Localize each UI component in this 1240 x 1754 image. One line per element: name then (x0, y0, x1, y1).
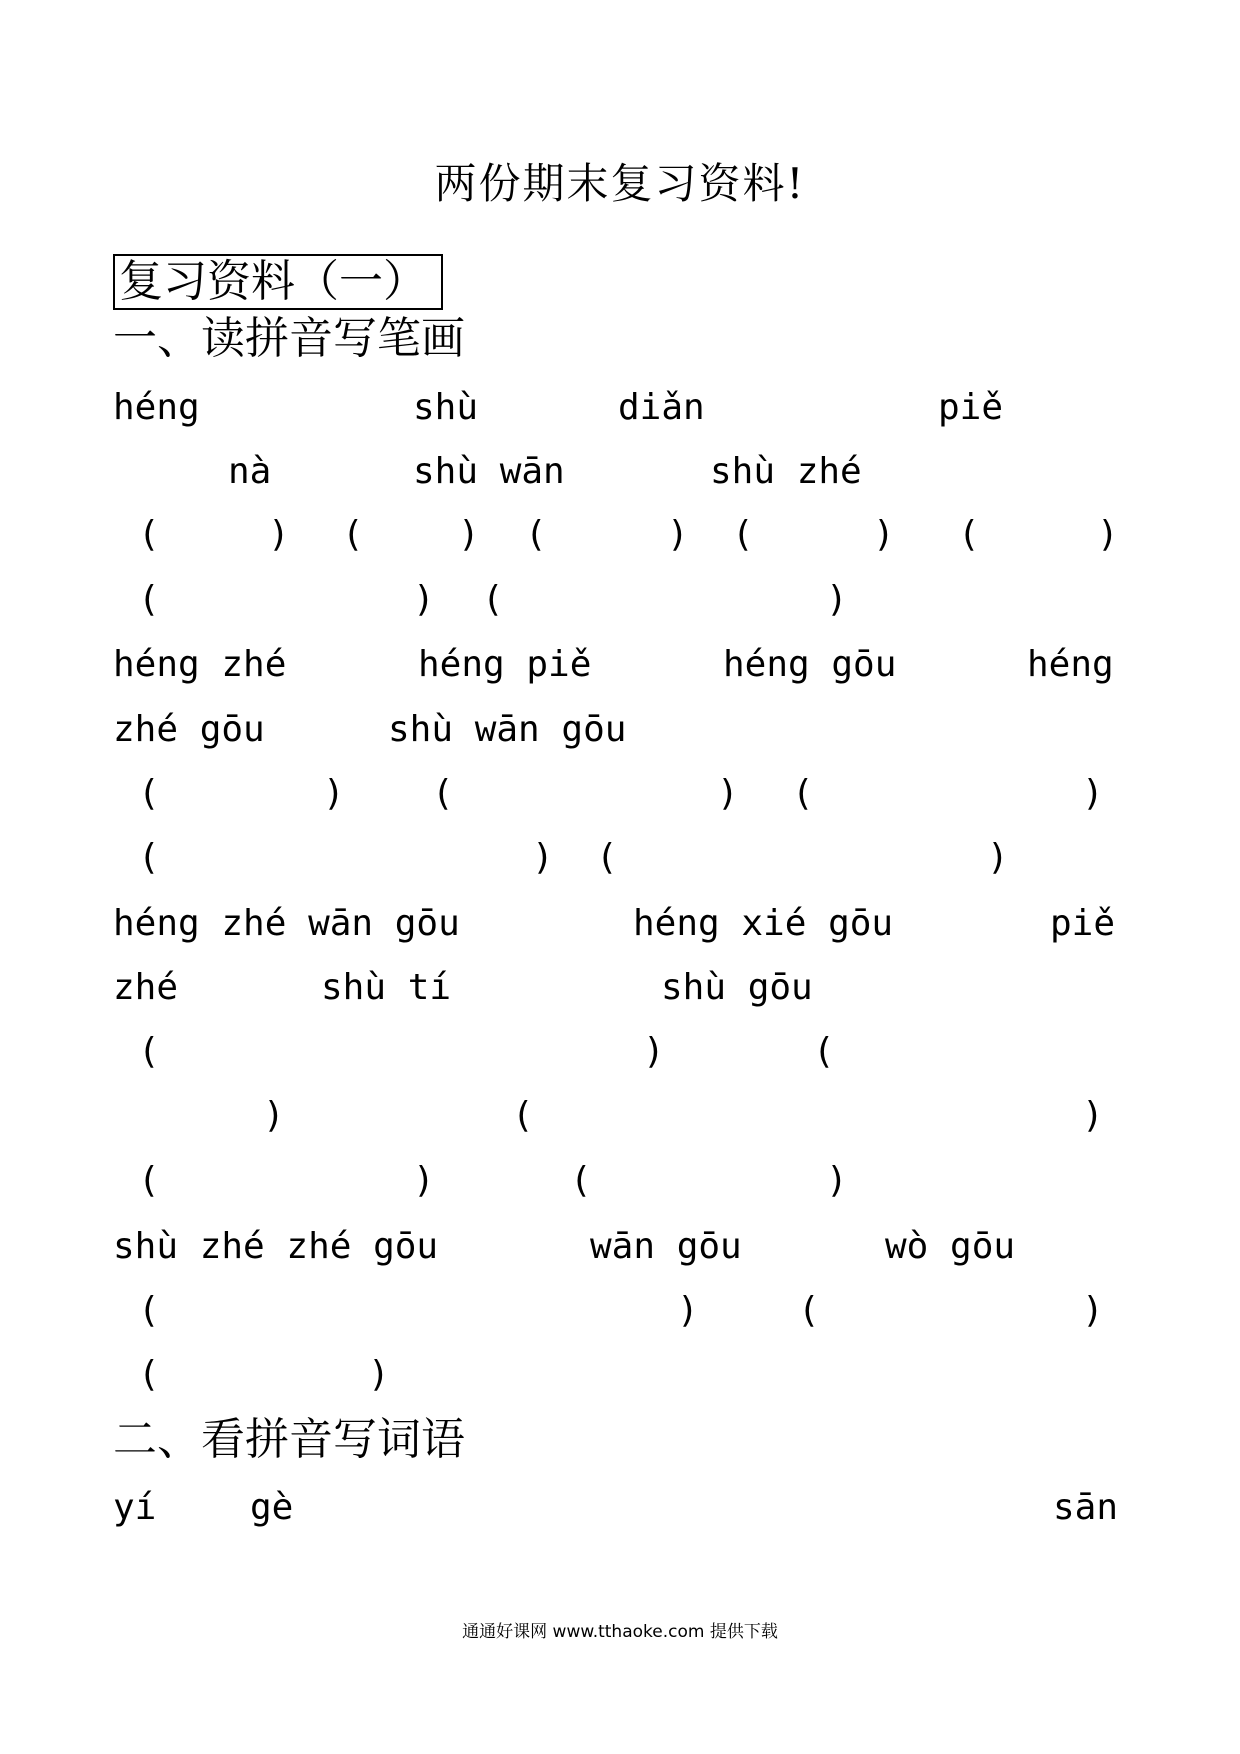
page-footer: 通通好课网 www.tthaoke.com 提供下载 (462, 1622, 778, 1642)
answer-paren-close: ) (826, 579, 848, 620)
answer-paren-close: ) (826, 1160, 848, 1201)
answer-paren-close: ) (413, 579, 435, 620)
pinyin-shu: shù (413, 387, 479, 428)
section-box-label: 复习资料（一） (113, 254, 443, 310)
pinyin-heng-zhe: héng zhé (113, 644, 287, 685)
answer-paren-open: ( (732, 514, 754, 555)
answer-paren-open: ( (138, 837, 160, 878)
answer-paren-close: ) (532, 837, 554, 878)
answer-paren-open: ( (798, 1290, 820, 1331)
answer-paren-open: ( (958, 514, 980, 555)
answer-paren-close: ) (873, 514, 895, 555)
answer-paren-close: ) (458, 514, 480, 555)
pinyin-shu-wan-gou: shù wān gōu (388, 709, 627, 750)
pinyin-wan-gou: wān gōu (590, 1226, 742, 1267)
section-heading-words: 二、看拼音写词语 (113, 1414, 465, 1465)
answer-paren-open: ( (596, 837, 618, 878)
answer-paren-open: ( (138, 773, 160, 814)
answer-paren-open: ( (813, 1031, 835, 1072)
pinyin-dian: diǎn (618, 387, 705, 428)
answer-paren-open: ( (138, 1290, 160, 1331)
answer-paren-open: ( (342, 514, 364, 555)
pinyin-shu-wan: shù wān (413, 451, 565, 492)
pinyin-shu-gou: shù gōu (661, 967, 813, 1008)
pinyin-pie: piě (938, 387, 1004, 428)
answer-paren-close: ) (677, 1290, 699, 1331)
pinyin-shu-zhe-zhe-gou: shù zhé zhé gōu (113, 1226, 439, 1267)
pinyin-heng: héng (113, 387, 200, 428)
answer-paren-close: ) (1082, 1290, 1104, 1331)
pinyin-heng-xie-gou: héng xié gōu (633, 903, 894, 944)
page-title: 两份期末复习资料! (434, 159, 806, 208)
answer-paren-open: ( (138, 1160, 160, 1201)
pinyin-shu-zhe: shù zhé (710, 451, 862, 492)
pinyin-heng-pie: héng piě (418, 644, 592, 685)
pinyin-san: sān (1053, 1487, 1119, 1528)
pinyin-shu-ti: shù tí (321, 967, 452, 1008)
answer-paren-close: ) (413, 1160, 435, 1201)
pinyin-heng-gou: héng gōu (723, 644, 897, 685)
pinyin-yi: yí (113, 1487, 157, 1528)
pinyin-pie: piě (1050, 903, 1116, 944)
answer-paren-open: ( (432, 773, 454, 814)
answer-paren-open: ( (512, 1095, 534, 1136)
answer-paren-close: ) (643, 1031, 665, 1072)
pinyin-ge: gè (250, 1487, 294, 1528)
answer-paren-open: ( (570, 1160, 592, 1201)
pinyin-zhe: zhé (113, 967, 179, 1008)
pinyin-heng: héng (1027, 644, 1114, 685)
pinyin-wo-gou: wò gōu (885, 1226, 1016, 1267)
answer-paren-close: ) (1082, 773, 1104, 814)
answer-paren-close: ) (717, 773, 739, 814)
answer-paren-close: ) (987, 837, 1009, 878)
answer-paren-close: ) (323, 773, 345, 814)
pinyin-na: nà (228, 451, 272, 492)
answer-paren-open: ( (482, 579, 504, 620)
answer-paren-close: ) (1082, 1095, 1104, 1136)
answer-paren-open: ( (792, 773, 814, 814)
answer-paren-close: ) (263, 1095, 285, 1136)
answer-paren-close: ) (268, 514, 290, 555)
answer-paren-open: ( (138, 514, 160, 555)
answer-paren-open: ( (138, 579, 160, 620)
section-heading-strokes: 一、读拼音写笔画 (113, 313, 465, 364)
answer-paren-open: ( (138, 1354, 160, 1395)
answer-paren-open: ( (138, 1031, 160, 1072)
answer-paren-close: ) (667, 514, 689, 555)
answer-paren-close: ) (1097, 514, 1119, 555)
answer-paren-close: ) (368, 1354, 390, 1395)
pinyin-zhe-gou: zhé gōu (113, 709, 265, 750)
answer-paren-open: ( (525, 514, 547, 555)
pinyin-heng-zhe-wan-gou: héng zhé wān gōu (113, 903, 460, 944)
